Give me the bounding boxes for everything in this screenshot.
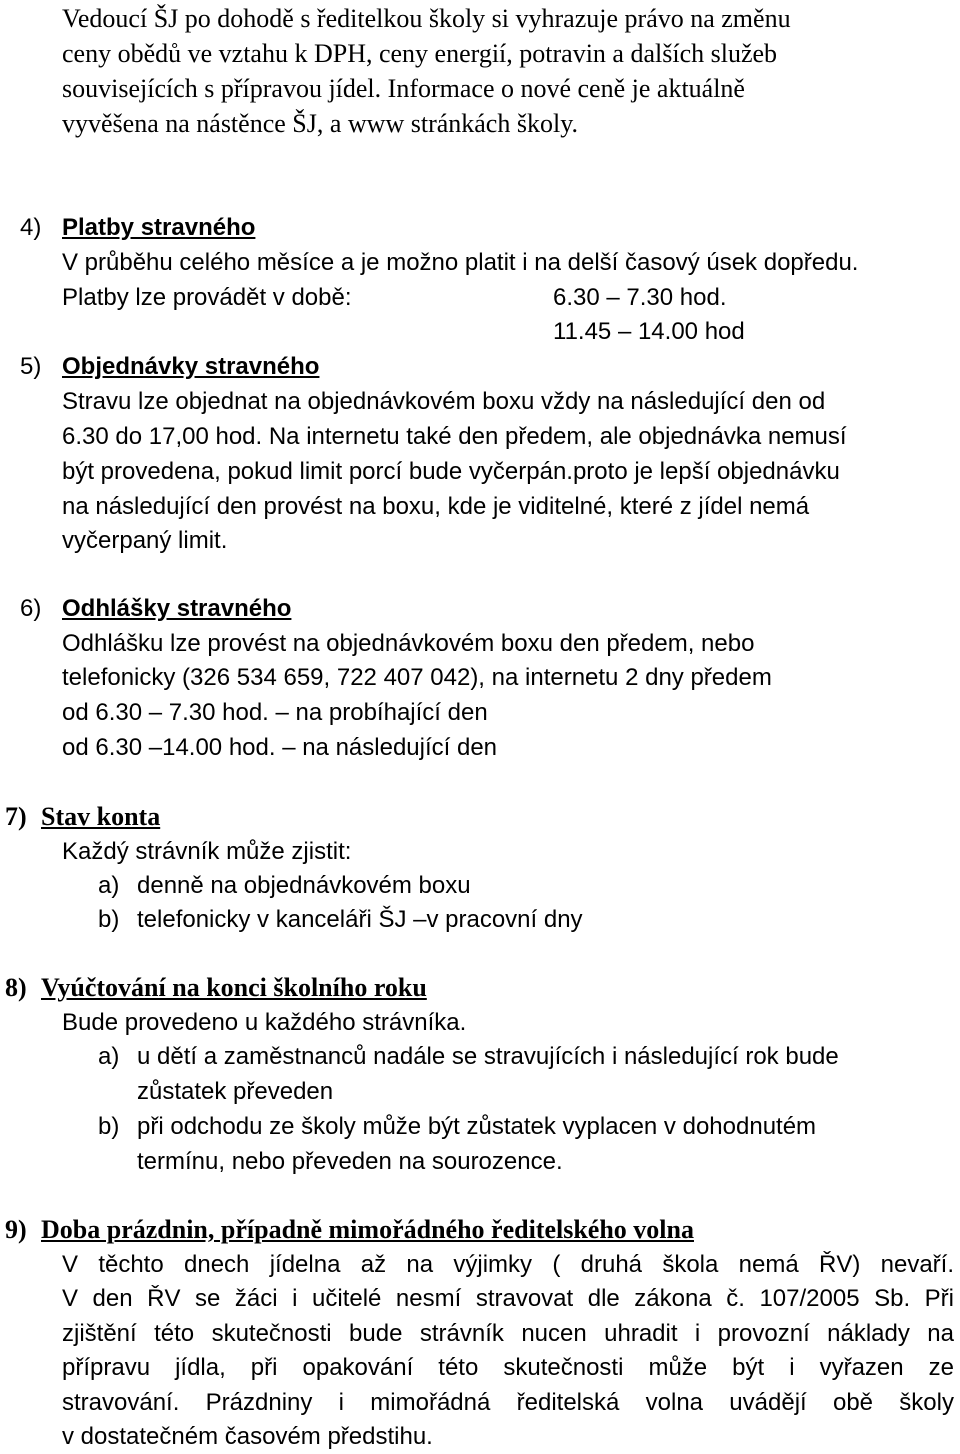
section-6-line-4: od 6.30 –14.00 hod. – na následující den [62,734,498,761]
section-9-line-2: V den ŘV se žáci i učitelé nesmí stravovat dle zákona č. 107/2005 Sb. Při [62,1285,954,1312]
section-6-line-3: od 6.30 – 7.30 hod. – na probíhající den [62,699,488,726]
section-8-item-a-text-1: u dětí a zaměstnanců nadále se stravujících i následující rok bude [137,1043,839,1070]
section-5-number: 5) [20,353,42,380]
section-7-item-a-marker: a) [98,872,120,899]
section-6-line-2: telefonicky (326 534 659, 722 407 042), na internetu 2 dny předem [62,664,772,691]
intro-line-1: Vedoucí ŠJ po dohodě s ředitelkou školy si vyhrazuje právo na změnu [62,4,791,33]
intro-line-4: vyvěšena na nástěnce ŠJ, a www stránkách školy. [62,109,579,138]
section-9-line-4: přípravu jídla, při opakování této skutečnosti může být i vyřazen ze [62,1354,954,1381]
section-8-item-a-marker: a) [98,1043,120,1070]
section-4-number: 4) [20,214,42,241]
section-4-time-1: 6.30 – 7.30 hod. [553,284,727,311]
section-5-line-2: 6.30 do 17,00 hod. Na internetu také den předem, ale objednávka nemusí [62,423,847,450]
section-5-line-1: Stravu lze objednat na objednávkovém boxu vždy na následující den od [62,388,826,415]
section-9-heading: Doba prázdnin, případně mimořádného ředitelského volna [41,1215,694,1244]
section-7-item-b-marker: b) [98,906,120,933]
section-8-heading: Vyúčtování na konci školního roku [41,973,427,1002]
section-8-item-b-marker: b) [98,1113,120,1140]
section-6-line-1: Odhlášku lze provést na objednávkovém boxu den předem, nebo [62,630,755,657]
section-5-line-5: vyčerpaný limit. [62,527,228,554]
section-7-number: 7) [5,802,27,831]
section-8-number: 8) [5,973,27,1002]
intro-line-3: souvisejících s přípravou jídel. Informace o nové ceně je aktuálně [62,74,745,103]
section-8-line-1: Bude provedeno u každého strávníka. [62,1009,467,1036]
section-9-line-3: zjištění této skutečnosti bude strávník nucen uhradit i provozní náklady na [62,1320,954,1347]
section-4-payment-label: Platby lze provádět v době: [62,284,352,311]
intro-line-2: ceny obědů ve vztahu k DPH, ceny energií, potravin a dalších služeb [62,39,778,68]
section-9-line-1: V těchto dnech jídelna až na výjimky ( druhá škola nemá ŘV) nevaří. [62,1251,954,1278]
section-7-item-b-text: telefonicky v kanceláři ŠJ –v pracovní dny [137,906,583,933]
section-4-heading: Platby stravného [62,214,256,241]
section-6-heading: Odhlášky stravného [62,595,292,622]
section-4-line-1: V průběhu celého měsíce a je možno platit i na delší časový úsek dopředu. [62,249,859,276]
section-5-heading: Objednávky stravného [62,353,320,380]
section-5-line-4: na následující den provést na boxu, kde je viditelné, které z jídel nemá [62,493,810,520]
section-9-number: 9) [5,1215,27,1244]
section-6-number: 6) [20,595,42,622]
section-5-line-3: být provedena, pokud limit porcí bude vyčerpán.proto je lepší objednávku [62,458,840,485]
section-4-time-2: 11.45 – 14.00 hod [553,318,745,345]
section-7-heading: Stav konta [41,802,161,831]
section-8-item-b-text-1: při odchodu ze školy může být zůstatek vyplacen v dohodnutém [137,1113,817,1140]
section-9-line-6: v dostatečném časovém předstihu. [62,1423,433,1450]
section-8-item-a-text-2: zůstatek převeden [137,1078,334,1105]
section-7-line-1: Každý strávník může zjistit: [62,838,352,865]
section-8-item-b-text-2: termínu, nebo převeden na sourozence. [137,1148,563,1175]
section-7-item-a-text: denně na objednávkovém boxu [137,872,471,899]
section-9-line-5: stravování. Prázdniny i mimořádná ředitelská volna uvádějí obě školy [62,1389,954,1416]
